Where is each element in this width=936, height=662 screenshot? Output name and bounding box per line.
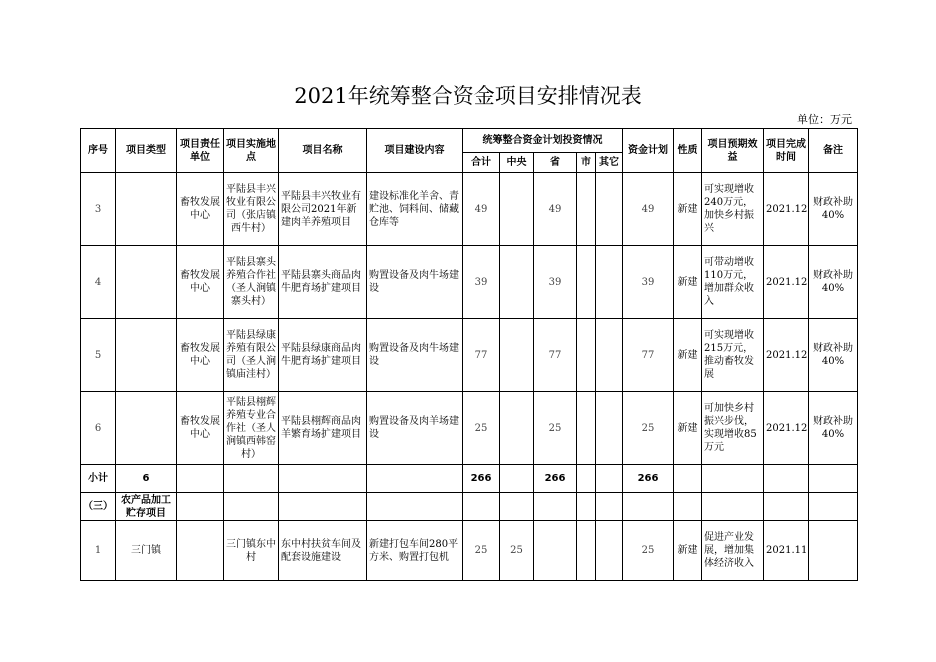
cell-central [500, 319, 534, 392]
table-row [81, 392, 858, 465]
cell-content: 购置设备及肉羊场建设 [367, 392, 463, 465]
cell-seq: 4 [81, 246, 116, 319]
empty-cell [596, 465, 623, 493]
cell-seq: 5 [81, 319, 116, 392]
header-nature: 性质 [674, 129, 702, 173]
cell-fund: 77 [623, 319, 674, 392]
cell-finish: 2021.12 [764, 173, 809, 246]
cell-benefit: 可实现增收215万元，推动畜牧发展 [702, 319, 764, 392]
cell-province: 25 [534, 392, 577, 465]
cell-loc: 平陆县寨头养殖合作社（圣人涧镇寨头村） [224, 246, 279, 319]
cell-loc: 平陆县绿康养殖有限公司（圣人涧镇庙洼村） [224, 319, 279, 392]
empty-cell [224, 493, 279, 521]
empty-cell [279, 465, 367, 493]
empty-cell [177, 493, 224, 521]
empty-cell [463, 493, 500, 521]
cell-central [500, 246, 534, 319]
cell-remark: 财政补助40% [809, 319, 858, 392]
section-type: 农产品加工贮存项目 [116, 493, 177, 521]
header-remark: 备注 [809, 129, 858, 173]
cell-resp: 畜牧发展中心 [177, 319, 224, 392]
cell-fund: 25 [623, 521, 674, 581]
cell-fund: 25 [623, 392, 674, 465]
subtotal-fund: 266 [623, 465, 674, 493]
section-row [81, 493, 858, 521]
cell-central [500, 392, 534, 465]
empty-cell [809, 493, 858, 521]
cell-city [577, 246, 596, 319]
empty-cell [367, 465, 463, 493]
cell-city [577, 173, 596, 246]
cell-other [596, 173, 623, 246]
empty-cell [367, 493, 463, 521]
empty-cell [577, 493, 596, 521]
cell-content: 购置设备及肉牛场建设 [367, 319, 463, 392]
header-content: 项目建设内容 [367, 129, 463, 173]
header-total: 合计 [463, 153, 500, 173]
cell-content: 购置设备及肉牛场建设 [367, 246, 463, 319]
section-label: （三） [81, 493, 116, 521]
header-plan-group: 统筹整合资金计划投资情况 [463, 129, 623, 153]
cell-other [596, 246, 623, 319]
empty-cell [674, 493, 702, 521]
cell-province: 77 [534, 319, 577, 392]
header-finish: 项目完成时间 [764, 129, 809, 173]
cell-finish: 2021.12 [764, 246, 809, 319]
cell-remark: 财政补助40% [809, 173, 858, 246]
empty-cell [623, 493, 674, 521]
cell-total: 49 [463, 173, 500, 246]
header-resp: 项目责任单位 [177, 129, 224, 173]
header-province: 省 [534, 153, 577, 173]
empty-cell [279, 493, 367, 521]
subtotal-label: 小计 [81, 465, 116, 493]
header-row-1 [81, 129, 858, 153]
project-table [80, 128, 858, 581]
empty-cell [702, 465, 764, 493]
table-row [81, 246, 858, 319]
cell-total: 39 [463, 246, 500, 319]
empty-cell [500, 493, 534, 521]
page-title: 2021年统筹整合资金项目安排情况表 [294, 84, 642, 108]
cell-remark: 财政补助40% [809, 246, 858, 319]
cell-nature: 新建 [674, 173, 702, 246]
empty-cell [764, 493, 809, 521]
cell-name: 平陆县绿康商品肉牛肥育场扩建项目 [279, 319, 367, 392]
empty-cell [177, 465, 224, 493]
subtotal-total: 266 [463, 465, 500, 493]
cell-central: 25 [500, 521, 534, 581]
cell-loc: 三门镇东中村 [224, 521, 279, 581]
cell-seq: 1 [81, 521, 116, 581]
table-row [81, 521, 858, 581]
cell-finish: 2021.12 [764, 319, 809, 392]
subtotal-count: 6 [116, 465, 177, 493]
cell-total: 25 [463, 521, 500, 581]
cell-total: 77 [463, 319, 500, 392]
cell-name: 东中村扶贫车间及配套设施建设 [279, 521, 367, 581]
cell-total: 25 [463, 392, 500, 465]
cell-resp: 畜牧发展中心 [177, 392, 224, 465]
cell-city [577, 319, 596, 392]
cell-name: 平陆县栩辉商品肉羊繁育场扩建项目 [279, 392, 367, 465]
header-loc: 项目实施地点 [224, 129, 279, 173]
cell-central [500, 173, 534, 246]
empty-cell [224, 465, 279, 493]
cell-type [116, 392, 177, 465]
cell-content: 建设标准化羊舍、青贮池、饲料间、储藏仓库等 [367, 173, 463, 246]
cell-other [596, 319, 623, 392]
header-name: 项目名称 [279, 129, 367, 173]
empty-cell [596, 493, 623, 521]
empty-cell [500, 465, 534, 493]
cell-nature: 新建 [674, 392, 702, 465]
table-row [81, 319, 858, 392]
cell-other [596, 392, 623, 465]
cell-name: 平陆县寨头商品肉牛肥育场扩建项目 [279, 246, 367, 319]
cell-finish: 2021.12 [764, 392, 809, 465]
cell-city [577, 521, 596, 581]
header-central: 中央 [500, 153, 534, 173]
cell-nature: 新建 [674, 319, 702, 392]
cell-nature: 新建 [674, 521, 702, 581]
cell-benefit: 可实现增收240万元，加快乡村振兴 [702, 173, 764, 246]
table-row [81, 173, 858, 246]
header-fund: 资金计划 [623, 129, 674, 173]
header-other: 其它 [596, 153, 623, 173]
unit-label: 单位：万元 [797, 113, 852, 126]
empty-cell [702, 493, 764, 521]
cell-seq: 6 [81, 392, 116, 465]
cell-resp: 畜牧发展中心 [177, 246, 224, 319]
cell-seq: 3 [81, 173, 116, 246]
cell-benefit: 促进产业发展，增加集体经济收入 [702, 521, 764, 581]
header-benefit: 项目预期效益 [702, 129, 764, 173]
cell-loc: 平陆县栩辉养殖专业合作社（圣人涧镇西韩窑村） [224, 392, 279, 465]
empty-cell [577, 465, 596, 493]
cell-loc: 平陆县丰兴牧业有限公司（张店镇西牛村） [224, 173, 279, 246]
cell-nature: 新建 [674, 246, 702, 319]
cell-province: 39 [534, 246, 577, 319]
header-type: 项目类型 [116, 129, 177, 173]
cell-content: 新建打包车间280平方米、购置打包机 [367, 521, 463, 581]
cell-type [116, 246, 177, 319]
cell-fund: 39 [623, 246, 674, 319]
cell-remark: 财政补助40% [809, 392, 858, 465]
cell-name: 平陆县丰兴牧业有限公司2021年新建肉羊养殖项目 [279, 173, 367, 246]
subtotal-row [81, 465, 858, 493]
cell-province [534, 521, 577, 581]
cell-benefit: 可加快乡村振兴步伐，实现增收85万元 [702, 392, 764, 465]
cell-benefit: 可带动增收110万元，增加群众收入 [702, 246, 764, 319]
header-city: 市 [577, 153, 596, 173]
cell-resp [177, 521, 224, 581]
empty-cell [534, 493, 577, 521]
cell-type [116, 173, 177, 246]
header-seq: 序号 [81, 129, 116, 173]
cell-other [596, 521, 623, 581]
empty-cell [809, 465, 858, 493]
cell-resp: 畜牧发展中心 [177, 173, 224, 246]
cell-province: 49 [534, 173, 577, 246]
cell-fund: 49 [623, 173, 674, 246]
cell-city [577, 392, 596, 465]
empty-cell [764, 465, 809, 493]
cell-type: 三门镇 [116, 521, 177, 581]
subtotal-province: 266 [534, 465, 577, 493]
cell-type [116, 319, 177, 392]
cell-finish: 2021.11 [764, 521, 809, 581]
cell-remark [809, 521, 858, 581]
empty-cell [674, 465, 702, 493]
